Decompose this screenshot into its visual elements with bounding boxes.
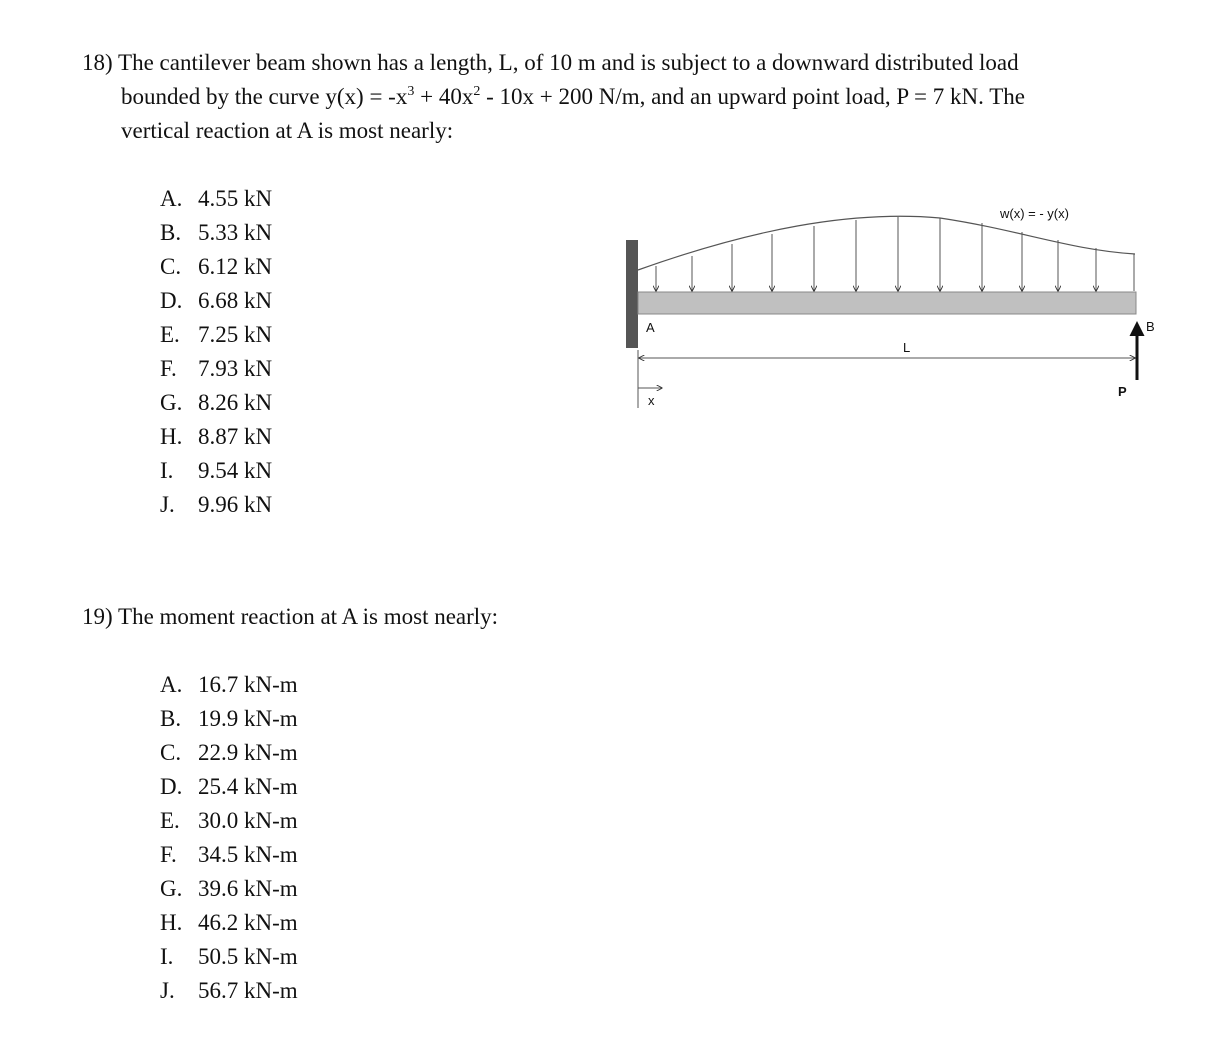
beam xyxy=(638,292,1136,314)
choice-item[interactable]: J. 56.7 kN-m xyxy=(160,978,298,1003)
point-load-label: P xyxy=(1118,384,1127,399)
question-19-text xyxy=(82,600,498,634)
choice-item[interactable]: J. 9.96 kN xyxy=(160,492,273,517)
distributed-load-arrows xyxy=(656,217,1134,291)
choice-item[interactable]: D. 25.4 kN-m xyxy=(160,774,298,799)
support-label-a: A xyxy=(646,320,655,335)
question-19-choices xyxy=(160,668,298,1008)
question-18-line3: vertical reaction at A is most nearly: xyxy=(121,118,454,143)
question-18-text xyxy=(82,46,1182,148)
length-label: L xyxy=(903,340,911,355)
load-function-label: w(x) = - y(x) xyxy=(1000,206,1069,221)
choice-item[interactable]: G. 8.26 kN xyxy=(160,390,273,415)
end-label-b: B xyxy=(1146,319,1155,334)
question-18-line2: bounded by the curve $y(x) = -x^3 + 40x^2 - 10x + 200$ N/m, and an upward point load, P = 7 kN. The xyxy=(121,84,1025,109)
cantilever-beam-diagram xyxy=(600,190,1160,420)
choice-item[interactable]: H. 46.2 kN-m xyxy=(160,910,298,935)
load-curve xyxy=(638,216,1135,270)
question-18-number: 18) xyxy=(82,50,113,75)
choice-item[interactable]: A. 4.55 kN xyxy=(160,186,273,211)
question-18-choices xyxy=(160,182,272,522)
choice-item[interactable]: D. 6.68 kN xyxy=(160,288,273,313)
choice-item[interactable]: B. 5.33 kN xyxy=(160,220,273,245)
fixed-wall-support xyxy=(626,240,638,348)
choice-item[interactable]: B. 19.9 kN-m xyxy=(160,706,298,731)
choice-item[interactable]: E. 7.25 kN xyxy=(160,322,273,347)
question-19-prompt: The moment reaction at A is most nearly: xyxy=(118,604,499,629)
choice-item[interactable]: C. 6.12 kN xyxy=(160,254,273,279)
choice-item[interactable]: I. 50.5 kN-m xyxy=(160,944,298,969)
choice-item[interactable]: C. 22.9 kN-m xyxy=(160,740,298,765)
choice-item[interactable]: A. 16.7 kN-m xyxy=(160,672,298,697)
choice-item[interactable]: H. 8.87 kN xyxy=(160,424,273,449)
question-18-line1: The cantilever beam shown has a length, L, of 10 m and is subject to a downward distributed load xyxy=(118,50,1019,75)
choice-item[interactable]: E. 30.0 kN-m xyxy=(160,808,298,833)
question-19-number: 19) xyxy=(82,604,113,629)
choice-item[interactable]: F. 34.5 kN-m xyxy=(160,842,298,867)
choice-item[interactable]: G. 39.6 kN-m xyxy=(160,876,298,901)
x-axis-label: x xyxy=(648,393,655,408)
choice-item[interactable]: I. 9.54 kN xyxy=(160,458,273,483)
choice-item[interactable]: F. 7.93 kN xyxy=(160,356,273,381)
